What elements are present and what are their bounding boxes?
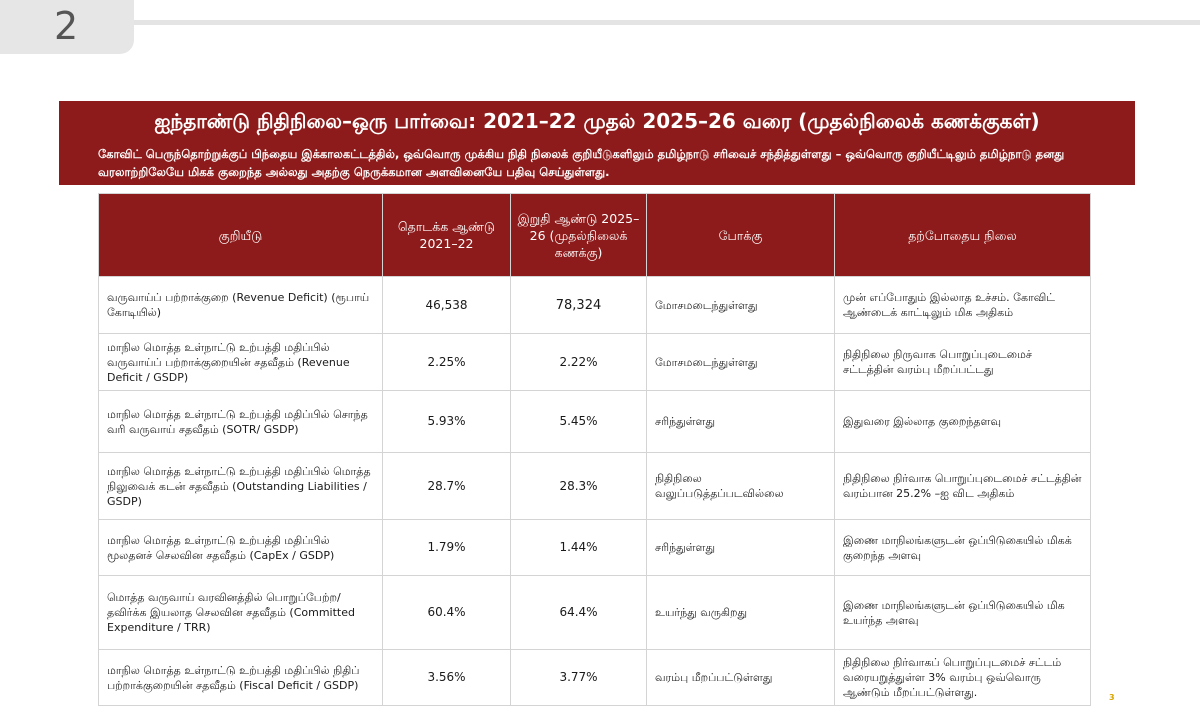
table-row bbox=[99, 520, 1091, 576]
start-value-cell: 46,538 bbox=[383, 277, 511, 334]
status-cell: இணை மாநிலங்களுடன் ஒப்பிடுகையில் மிகக் குறைந்த அளவு bbox=[835, 520, 1091, 576]
status-cell: முன் எப்போதும் இல்லாத உச்சம். கோவிட் ஆண்டைக் காட்டிலும் மிக அதிகம் bbox=[835, 277, 1091, 334]
header-indicator: குறியீடு bbox=[99, 194, 383, 277]
start-value-cell: 2.25% bbox=[383, 334, 511, 391]
start-value-cell: 5.93% bbox=[383, 391, 511, 453]
end-value-cell: 5.45% bbox=[511, 391, 647, 453]
trend-cell: வரம்பு மீறப்பட்டுள்ளது bbox=[647, 650, 835, 706]
end-value-cell: 3.77% bbox=[511, 650, 647, 706]
indicator-cell: மாநில மொத்த உள்நாட்டு உற்பத்தி மதிப்பில் நிதிப் பற்றாக்குறையின் சதவீதம் (Fiscal Deficit / GSDP) bbox=[99, 650, 383, 706]
indicator-cell: மாநில மொத்த உள்நாட்டு உற்பத்தி மதிப்பில் வருவாய்ப் பற்றாக்குறையின் சதவீதம் (Revenue Deficit / GSDP) bbox=[99, 334, 383, 391]
trend-cell: நிதிநிலை வலுப்படுத்தப்படவில்லை bbox=[647, 453, 835, 520]
indicator-cell: மொத்த வருவாய் வரவினத்தில் பொறுப்பேற்ற/தவிர்க்க இயலாத செலவின சதவீதம் (Committed Expenditure / TRR) bbox=[99, 576, 383, 650]
table-header-row bbox=[99, 194, 1091, 277]
header-status: தற்போதைய நிலை bbox=[835, 194, 1091, 277]
title-banner bbox=[59, 101, 1135, 185]
table-row bbox=[99, 277, 1091, 334]
trend-cell: மோசமடைந்துள்ளது bbox=[647, 277, 835, 334]
end-value-cell: 28.3% bbox=[511, 453, 647, 520]
status-cell: நிதிநிலை நிருவாக பொறுப்புடைமைச் சட்டத்தின் வரம்பு மீறப்பட்டது bbox=[835, 334, 1091, 391]
start-value-cell: 60.4% bbox=[383, 576, 511, 650]
table-row bbox=[99, 453, 1091, 520]
status-cell: இணை மாநிலங்களுடன் ஒப்பிடுகையில் மிக உயர்ந்த அளவு bbox=[835, 576, 1091, 650]
end-value-cell: 64.4% bbox=[511, 576, 647, 650]
table-row bbox=[99, 576, 1091, 650]
banner-title: ஐந்தாண்டு நிதிநிலை–ஒரு பார்வை: 2021–22 முதல் 2025–26 வரை (முதல்நிலைக் கணக்குகள்) bbox=[154, 109, 1040, 133]
fiscal-indicators-table bbox=[98, 193, 1091, 706]
trend-cell: மோசமடைந்துள்ளது bbox=[647, 334, 835, 391]
indicator-cell: மாநில மொத்த உள்நாட்டு உற்பத்தி மதிப்பில் சொந்த வரி வருவாய் சதவீதம் (SOTR/ GSDP) bbox=[99, 391, 383, 453]
slide-number: 3 bbox=[1109, 693, 1115, 702]
page-number-tab bbox=[0, 0, 134, 54]
start-value-cell: 3.56% bbox=[383, 650, 511, 706]
banner-subtitle: கோவிட் பெருந்தொற்றுக்குப் பிந்தைய இக்காலகட்டத்தில், ஒவ்வொரு முக்கிய நிதி நிலைக் குறியீடுகளிலும் தமிழ்நாடு சரிவைச் சந்தித்துள்ளது – ஒவ்வொரு குறியீட்டிலும் தமிழ்நாடு தனது வரலாற்றிலேயே மிகக் குறைந்த அல்லது அதற்கு நெருக்கமான அளவினையே பதிவு செய்துள்ளது. bbox=[98, 147, 1065, 179]
indicator-cell: மாநில மொத்த உள்நாட்டு உற்பத்தி மதிப்பில் மொத்த நிலுவைக் கடன் சதவீதம் (Outstanding Liabilities / GSDP) bbox=[99, 453, 383, 520]
end-value-cell: 1.44% bbox=[511, 520, 647, 576]
indicator-cell: மாநில மொத்த உள்நாட்டு உற்பத்தி மதிப்பில் மூலதனச் செலவின சதவீதம் (CapEx / GSDP) bbox=[99, 520, 383, 576]
header-rule bbox=[134, 20, 1200, 25]
start-value-cell: 28.7% bbox=[383, 453, 511, 520]
trend-cell: சரிந்துள்ளது bbox=[647, 391, 835, 453]
header-end-year: இறுதி ஆண்டு 2025–26 (முதல்நிலைக் கணக்கு) bbox=[511, 194, 647, 277]
table-row bbox=[99, 391, 1091, 453]
status-cell: நிதிநிலை நிர்வாகப் பொறுப்புடமைச் சட்டம் வரையறுத்துள்ள 3% வரம்பு ஒவ்வொரு ஆண்டும் மீறப்பட்டுள்ளது. bbox=[835, 650, 1091, 706]
table-row bbox=[99, 650, 1091, 706]
status-cell: நிதிநிலை நிர்வாக பொறுப்புடைமைச் சட்டத்தின் வரம்பான 25.2% –ஐ விட அதிகம் bbox=[835, 453, 1091, 520]
start-value-cell: 1.79% bbox=[383, 520, 511, 576]
status-cell: இதுவரை இல்லாத குறைந்தளவு bbox=[835, 391, 1091, 453]
header-start-year: தொடக்க ஆண்டு 2021–22 bbox=[383, 194, 511, 277]
end-value-cell: 78,324 bbox=[511, 277, 647, 334]
indicator-cell: வருவாய்ப் பற்றாக்குறை (Revenue Deficit) (ரூபாய் கோடியில்) bbox=[99, 277, 383, 334]
header-trend: போக்கு bbox=[647, 194, 835, 277]
end-value-cell: 2.22% bbox=[511, 334, 647, 391]
trend-cell: சரிந்துள்ளது bbox=[647, 520, 835, 576]
trend-cell: உயர்ந்து வருகிறது bbox=[647, 576, 835, 650]
page-number: 2 bbox=[54, 4, 79, 48]
table-row bbox=[99, 334, 1091, 391]
